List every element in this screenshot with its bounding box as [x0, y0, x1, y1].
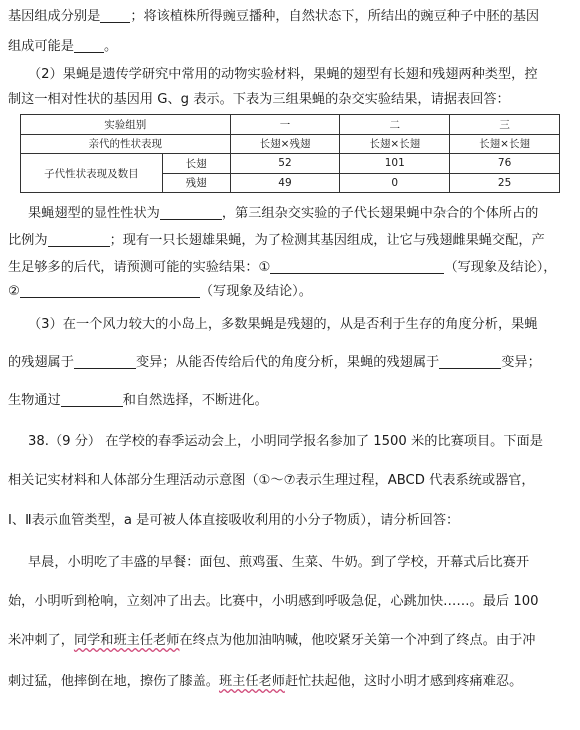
- table-header-cell: 一: [230, 115, 340, 135]
- text-line: [8, 38, 117, 56]
- table-cell: 长翅×残翅: [230, 134, 340, 154]
- text-line: [8, 232, 545, 250]
- text-line: 始，小明听到枪响，立刻冲了出去。比赛中，小明感到呼吸急促，心跳加快……。最后 100: [8, 594, 539, 609]
- text-run: 刺过猛，他摔倒在地，擦伤了膝盖。: [8, 674, 219, 689]
- text-run: 在终点为他加油呐喊，他咬紧牙关第一个冲到了终点。由于冲: [179, 633, 536, 648]
- text-line: [8, 392, 268, 410]
- table-header-cell: 三: [450, 115, 560, 135]
- text-run: 变异；: [501, 355, 541, 370]
- table-cell: 亲代的性状表现: [21, 134, 231, 154]
- underlined-text: 同学和班主任老师: [73, 633, 180, 648]
- text-line: [8, 354, 541, 372]
- text-run: ，第三组杂交实验的子代长翅果蝇中杂合的个体所占的: [221, 206, 539, 221]
- text-line: Ⅰ、Ⅱ表示血管类型，a 是可被人体直接吸收利用的小分子物质），请分析回答：: [8, 513, 460, 528]
- text-line: [28, 205, 538, 223]
- table-cell: 49: [230, 173, 340, 193]
- answer-blank: [74, 354, 136, 369]
- table-cell: 长翅×长翅: [450, 134, 560, 154]
- answer-blank: [74, 38, 104, 53]
- text-line: [8, 8, 539, 26]
- table-row: [21, 154, 560, 174]
- question-38-heading: 38.（9 分） 在学校的春季运动会上，小明同学报名参加了 1500 米的比赛项目。下面是: [28, 434, 543, 449]
- table-row: [21, 115, 560, 135]
- text-run: 比例为: [8, 233, 48, 248]
- table-cell: 残翅: [162, 173, 230, 193]
- text-line: （2）果蝇是遗传学研究中常用的动物实验材料，果蝇的翅型有长翅和残翅两种类型，控: [28, 67, 538, 82]
- answer-blank: [20, 283, 200, 298]
- text-run: 米冲刺了，: [8, 633, 74, 648]
- text-run: 果蝇翅型的显性性状为: [28, 206, 160, 221]
- text-line: 早晨，小明吃了丰盛的早餐：面包、煎鸡蛋、生菜、牛奶。到了学校，开幕式后比赛开: [28, 555, 530, 570]
- table-cell: 25: [450, 173, 560, 193]
- text-run: 生足够多的后代，请预测可能的实验结果：①: [8, 260, 271, 275]
- text-run: ；现有一只长翅雄果蝇，为了检测其基因组成，让它与残翅雌果蝇交配，产: [109, 233, 545, 248]
- table-cell: 76: [450, 154, 560, 174]
- text-line: [8, 283, 312, 301]
- text-run: （写现象及结论），: [444, 260, 557, 275]
- table-cell: 长翅×长翅: [340, 134, 450, 154]
- answer-blank: [270, 259, 444, 274]
- answer-blank: [61, 392, 123, 407]
- text-run: 变异；从能否传给后代的角度分析，果蝇的残翅属于: [135, 355, 440, 370]
- text-run: 和自然选择，不断进化。: [122, 393, 268, 408]
- text-line: （3）在一个风力较大的小岛上，多数果蝇是残翅的，从是否利于生存的角度分析，果蝇: [28, 317, 538, 332]
- answer-blank: [439, 354, 501, 369]
- text-line: 相关记实材料和人体部分生理活动示意图（①～⑦表示生理过程，ABCD 代表系统或器官，: [8, 473, 535, 488]
- cross-results-table: [20, 114, 560, 193]
- table-header-cell: 实验组别: [21, 115, 231, 135]
- text-run: 的残翅属于: [8, 355, 74, 370]
- answer-blank: [100, 8, 130, 23]
- answer-blank: [48, 232, 110, 247]
- text-run: （写现象及结论）。: [199, 284, 312, 299]
- answer-blank: [160, 205, 222, 220]
- text-line: 制这一相对性状的基因用 G、g 表示。下表为三组果蝇的杂交实验结果，请据表回答：: [8, 92, 510, 107]
- table-cell: 0: [340, 173, 450, 193]
- text-run: 。: [103, 39, 118, 54]
- table-header-cell: 二: [340, 115, 450, 135]
- table-cell: 长翅: [162, 154, 230, 174]
- underlined-text: 班主任老师: [219, 674, 285, 689]
- table-row: [21, 134, 560, 154]
- text-run: 组成可能是: [8, 39, 74, 54]
- text-line: [8, 673, 522, 691]
- table-cell: 52: [230, 154, 340, 174]
- text-run: 生物通过: [8, 393, 61, 408]
- text-run: ②: [8, 284, 20, 299]
- text-run: 基因组成分别是: [8, 9, 101, 24]
- text-run: ；将该植株所得豌豆播种，自然状态下，所结出的豌豆种子中胚的基因: [130, 9, 540, 24]
- table-cell: 101: [340, 154, 450, 174]
- text-line: [8, 259, 556, 277]
- text-line: [8, 632, 536, 650]
- text-run: 赶忙扶起他，这时小明才感到疼痛难忍。: [284, 674, 523, 689]
- table-cell: 子代性状表现及数目: [21, 154, 163, 193]
